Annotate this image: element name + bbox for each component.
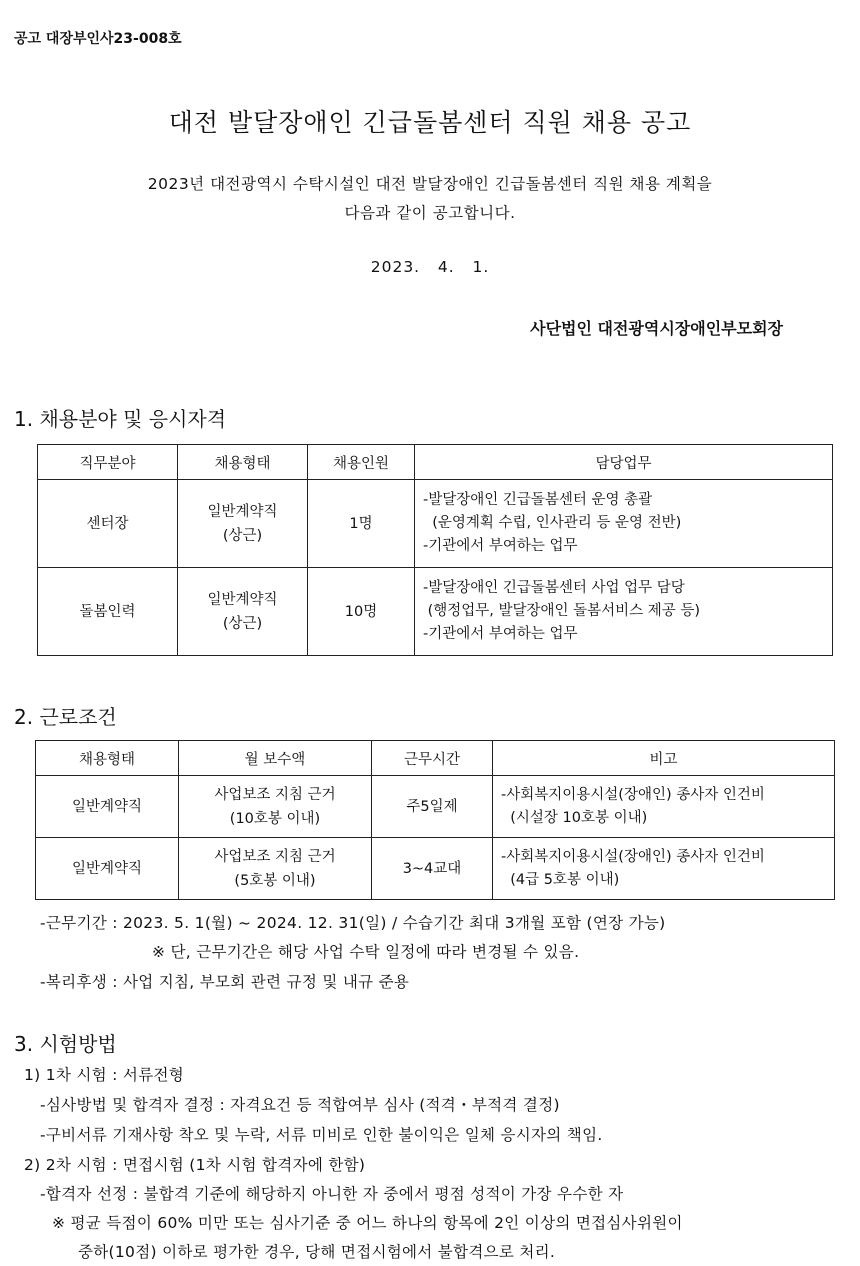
- table-header-row: [38, 445, 833, 480]
- header-cell: 비고: [493, 741, 835, 776]
- pay-line: (10호봉 이내): [229, 810, 321, 827]
- header-cell: 직무분야: [38, 445, 178, 480]
- header-cell: 채용형태: [178, 445, 308, 480]
- second-exam-select: -합격자 선정 : 불합격 기준에 해당하지 아니한 자 중에서 평점 성적이 가장 우수한 자: [40, 1185, 624, 1203]
- section-1-heading: 1. 채용분야 및 응시자격: [14, 407, 227, 431]
- duty-line: (행정업무, 발달장애인 돌봄서비스 제공 등): [423, 603, 701, 619]
- pay-cell: [179, 776, 372, 838]
- section-3-heading: 3. 시험방법: [14, 1032, 117, 1056]
- type-cell: [178, 568, 308, 656]
- hours-cell: 주5일제: [372, 776, 493, 838]
- type-line: 일반계약직: [207, 503, 278, 520]
- note-line: -사회복지이용시설(장애인) 종사자 인건비: [501, 848, 765, 865]
- notice-number: 공고 대장부인사23-008호: [14, 31, 182, 47]
- work-period: -근무기간 : 2023. 5. 1(월) ~ 2024. 12. 31(일) / 수습기간 최대 3개월 포함 (연장 가능): [40, 914, 666, 932]
- page-title: 대전 발달장애인 긴급돌봄센터 직원 채용 공고: [168, 108, 692, 137]
- work-period-note: ※ 단, 근무기간은 해당 사업 수탁 일정에 따라 변경될 수 있음.: [152, 943, 580, 961]
- recruitment-table: [37, 444, 833, 656]
- note-cell: [493, 776, 835, 838]
- table-row: [38, 568, 833, 656]
- pay-cell: [179, 838, 372, 900]
- header-cell: 채용형태: [36, 741, 179, 776]
- second-exam-note-2: 중하(10점) 이하로 평가한 경우, 당해 면접시험에서 불합격으로 처리.: [78, 1243, 556, 1261]
- pay-line: (5호봉 이내): [234, 872, 316, 889]
- duties-cell: [415, 480, 833, 568]
- first-exam-docs: -구비서류 기재사항 착오 및 누락, 서류 미비로 인한 불이익은 일체 응시자의 책임.: [40, 1126, 603, 1144]
- intro-line-1: 2023년 대전광역시 수탁시설인 대전 발달장애인 긴급돌봄센터 직원 채용 계획을: [147, 175, 713, 193]
- work-conditions-table: [35, 740, 835, 900]
- note-cell: [493, 838, 835, 900]
- field-cell: 센터장: [38, 480, 178, 568]
- intro-line-2: 다음과 같이 공고합니다.: [344, 204, 516, 222]
- header-cell: 채용인원: [308, 445, 415, 480]
- issuer: 사단법인 대전광역시장애인부모회장: [530, 319, 783, 338]
- type-cell: [178, 480, 308, 568]
- header-cell: 담당업무: [415, 445, 833, 480]
- first-exam-method: -심사방법 및 합격자 결정 : 자격요건 등 적합여부 심사 (적격・부적격 결정): [40, 1096, 560, 1114]
- pay-line: 사업보조 지침 근거: [214, 786, 336, 803]
- section-2-heading: 2. 근로조건: [14, 705, 117, 729]
- type-line: 일반계약직: [207, 591, 278, 608]
- duty-line: -발달장애인 긴급돌봄센터 운영 총괄: [423, 492, 653, 508]
- table-row: [36, 776, 835, 838]
- table-row: [36, 838, 835, 900]
- welfare: -복리후생 : 사업 지침, 부모회 관련 규정 및 내규 준용: [40, 973, 410, 991]
- count-cell: 1명: [308, 480, 415, 568]
- count-cell: 10명: [308, 568, 415, 656]
- duty-line: (운영계획 수립, 인사관리 등 운영 전반): [423, 515, 682, 531]
- pay-line: 사업보조 지침 근거: [214, 848, 336, 865]
- first-exam: 1) 1차 시험 : 서류전형: [24, 1066, 185, 1084]
- duty-line: -기관에서 부여하는 업무: [423, 538, 578, 554]
- type-cell: 일반계약직: [36, 776, 179, 838]
- note-line: -사회복지이용시설(장애인) 종사자 인건비: [501, 786, 765, 803]
- type-cell: 일반계약직: [36, 838, 179, 900]
- note-line: (시설장 10호봉 이내): [501, 809, 648, 826]
- header-cell: 월 보수액: [179, 741, 372, 776]
- second-exam-note-1: ※ 평균 득점이 60% 미만 또는 심사기준 중 어느 하나의 항목에 2인 이상의 면접심사위원이: [52, 1214, 683, 1232]
- table-header-row: [36, 741, 835, 776]
- field-cell: 돌봄인력: [38, 568, 178, 656]
- duty-line: -기관에서 부여하는 업무: [423, 626, 578, 642]
- header-cell: 근무시간: [372, 741, 493, 776]
- table-row: [38, 480, 833, 568]
- hours-cell: 3~4교대: [372, 838, 493, 900]
- duty-line: -발달장애인 긴급돌봄센터 사업 업무 담당: [423, 580, 685, 596]
- type-line: (상근): [222, 615, 263, 632]
- type-line: (상근): [222, 527, 263, 544]
- second-exam: 2) 2차 시험 : 면접시험 (1차 시험 합격자에 한함): [24, 1156, 366, 1174]
- notice-date: 2023. 4. 1.: [370, 258, 490, 276]
- duties-cell: [415, 568, 833, 656]
- note-line: (4급 5호봉 이내): [501, 871, 620, 888]
